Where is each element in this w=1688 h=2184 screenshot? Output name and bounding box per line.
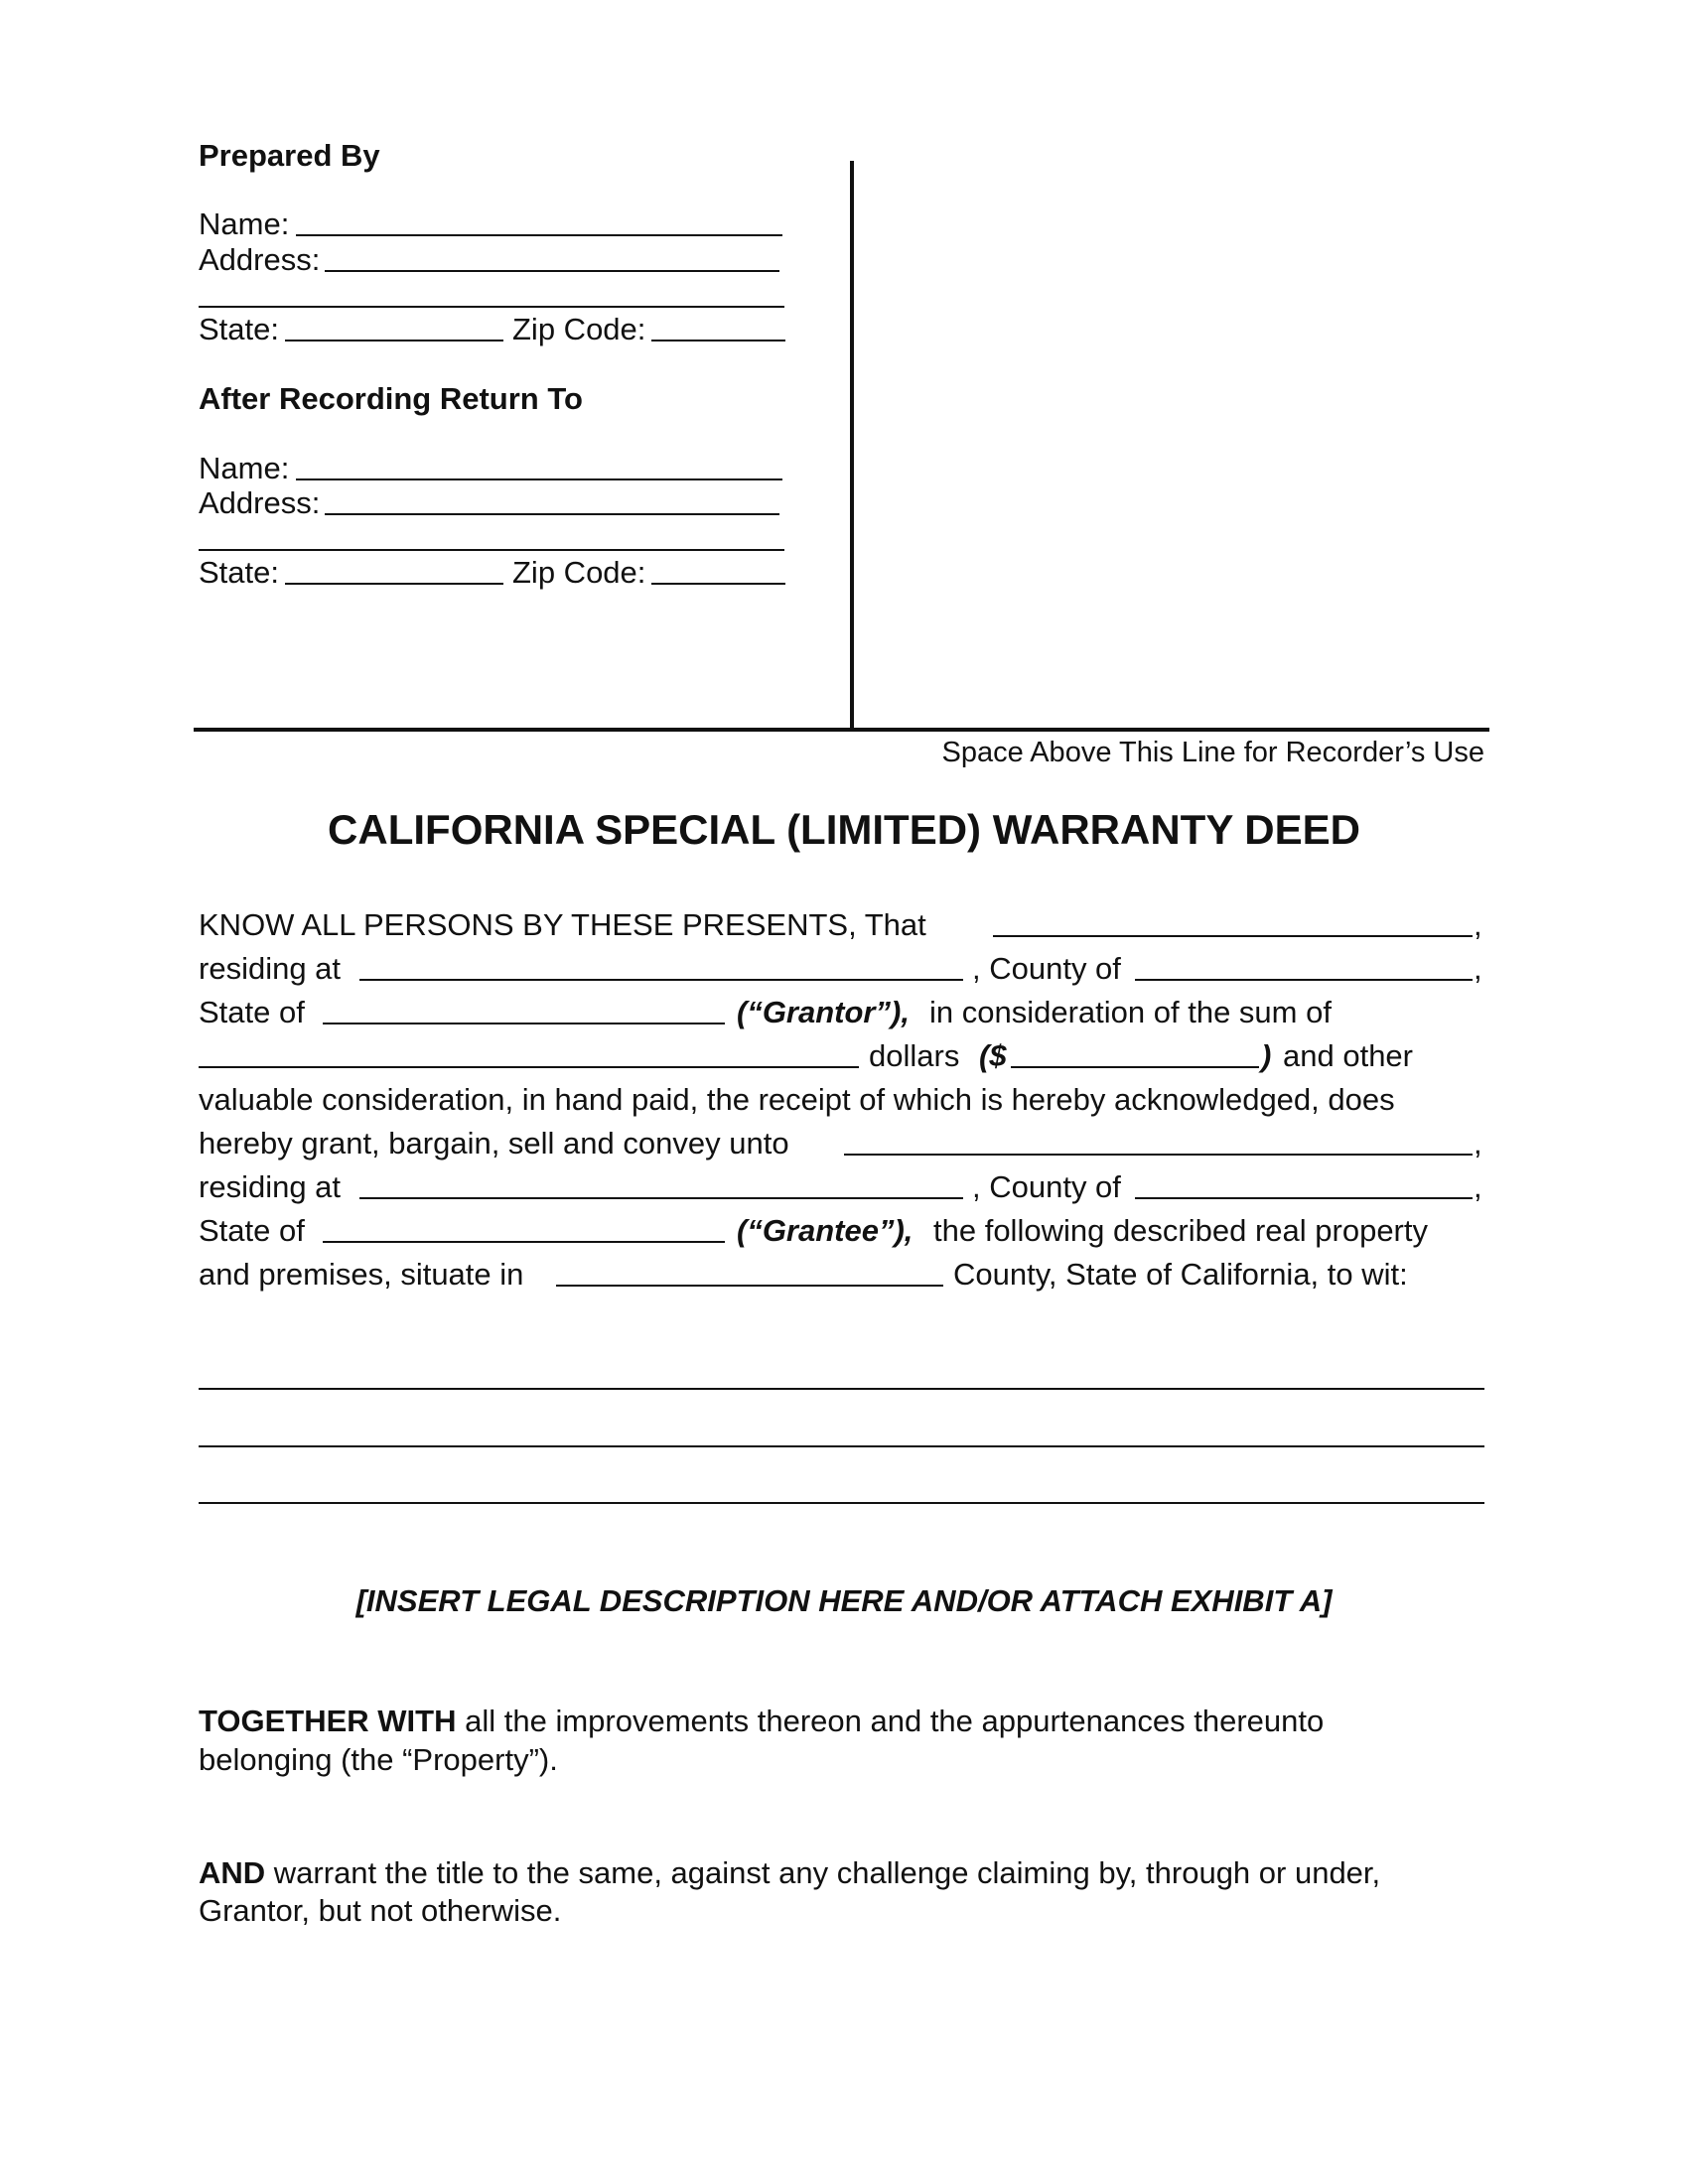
and-warrant-line1 bbox=[199, 1857, 1380, 1888]
recorder-divider-vertical bbox=[850, 161, 854, 729]
prepared-name-label: Name: bbox=[199, 206, 290, 241]
state-of-label: State of bbox=[199, 1213, 305, 1248]
grantee-term: (“Grantee”), bbox=[737, 1213, 914, 1248]
return-address-field[interactable] bbox=[325, 513, 779, 515]
grantor-term: (“Grantor”), bbox=[737, 995, 910, 1029]
grantee-state-field[interactable] bbox=[323, 1241, 725, 1243]
prepared-by-heading: Prepared By bbox=[199, 138, 380, 173]
return-state-field[interactable] bbox=[285, 583, 503, 585]
grantee-address-field[interactable] bbox=[359, 1197, 963, 1199]
body-line1-text: KNOW ALL PERSONS BY THESE PRESENTS, That bbox=[199, 907, 926, 942]
return-address-label: Address: bbox=[199, 485, 321, 520]
comma: , bbox=[1474, 1126, 1482, 1160]
together-with-line2: belonging (the “Property”). bbox=[199, 1742, 558, 1777]
consideration-amount-field[interactable] bbox=[1011, 1066, 1259, 1068]
county-of-label: , County of bbox=[972, 951, 1121, 986]
legal-description-line-2[interactable] bbox=[199, 1445, 1484, 1447]
together-with-lead: TOGETHER WITH bbox=[199, 1704, 457, 1738]
body-line9-end-text: County, State of California, to wit: bbox=[953, 1257, 1408, 1292]
grantee-name-field[interactable] bbox=[844, 1154, 1473, 1156]
and-warrant-lead: AND bbox=[199, 1855, 266, 1890]
residing-at-label: residing at bbox=[199, 1169, 342, 1204]
property-county-field[interactable] bbox=[556, 1285, 943, 1287]
grantor-county-field[interactable] bbox=[1135, 979, 1473, 981]
return-state-label: State: bbox=[199, 555, 279, 590]
dollar-close: ) bbox=[1261, 1038, 1272, 1073]
and-other-text: and other bbox=[1283, 1038, 1413, 1073]
prepared-state-field[interactable] bbox=[285, 340, 503, 341]
and-warrant-line2: Grantor, but not otherwise. bbox=[199, 1893, 562, 1928]
return-name-field[interactable] bbox=[296, 478, 782, 480]
recorder-divider-horizontal bbox=[194, 728, 1489, 732]
prepared-address-label: Address: bbox=[199, 242, 321, 277]
return-to-heading: After Recording Return To bbox=[199, 381, 583, 416]
prepared-address-line2-field[interactable] bbox=[199, 306, 784, 308]
body-line5-text: valuable consideration, in hand paid, the receipt of which is hereby acknowledged, does bbox=[199, 1082, 1395, 1117]
legal-description-placeholder: [INSERT LEGAL DESCRIPTION HERE AND/OR ATTACH EXHIBIT A] bbox=[355, 1583, 1333, 1618]
recorder-note: Space Above This Line for Recorder’s Use bbox=[941, 737, 1484, 768]
consideration-text: in consideration of the sum of bbox=[929, 995, 1332, 1029]
state-of-label: State of bbox=[199, 995, 305, 1029]
following-text: the following described real property bbox=[933, 1213, 1428, 1248]
prepared-zip-field[interactable] bbox=[651, 340, 785, 341]
grantor-address-field[interactable] bbox=[359, 979, 963, 981]
page-title: CALIFORNIA SPECIAL (LIMITED) WARRANTY DEED bbox=[328, 806, 1360, 853]
prepared-address-field[interactable] bbox=[325, 270, 779, 272]
prepared-state-label: State: bbox=[199, 312, 279, 346]
comma: , bbox=[1474, 951, 1482, 986]
comma: , bbox=[1474, 1169, 1482, 1204]
together-with-line1 bbox=[199, 1706, 1324, 1736]
residing-at-label: residing at bbox=[199, 951, 342, 986]
and-warrant-text: warrant the title to the same, against any challenge claiming by, through or under, bbox=[273, 1855, 1381, 1890]
together-with-text: all the improvements thereon and the appurtenances thereunto bbox=[465, 1704, 1325, 1738]
prepared-name-field[interactable] bbox=[296, 234, 782, 236]
return-address-line2-field[interactable] bbox=[199, 549, 784, 551]
grantor-name-field[interactable] bbox=[993, 935, 1473, 937]
dollars-label: dollars bbox=[869, 1038, 960, 1073]
legal-description-line-1[interactable] bbox=[199, 1388, 1484, 1390]
body-line6-text: hereby grant, bargain, sell and convey unto bbox=[199, 1126, 789, 1160]
county-of-label: , County of bbox=[972, 1169, 1121, 1204]
comma: , bbox=[1474, 907, 1482, 942]
return-zip-field[interactable] bbox=[651, 583, 785, 585]
grantee-county-field[interactable] bbox=[1135, 1197, 1473, 1199]
dollar-open: ($ bbox=[979, 1038, 1007, 1073]
prepared-zip-label: Zip Code: bbox=[512, 312, 646, 346]
grantor-state-field[interactable] bbox=[323, 1023, 725, 1024]
return-name-label: Name: bbox=[199, 451, 290, 485]
consideration-words-field[interactable] bbox=[199, 1066, 859, 1068]
body-line9-text: and premises, situate in bbox=[199, 1257, 524, 1292]
legal-description-line-3[interactable] bbox=[199, 1502, 1484, 1504]
return-zip-label: Zip Code: bbox=[512, 555, 646, 590]
